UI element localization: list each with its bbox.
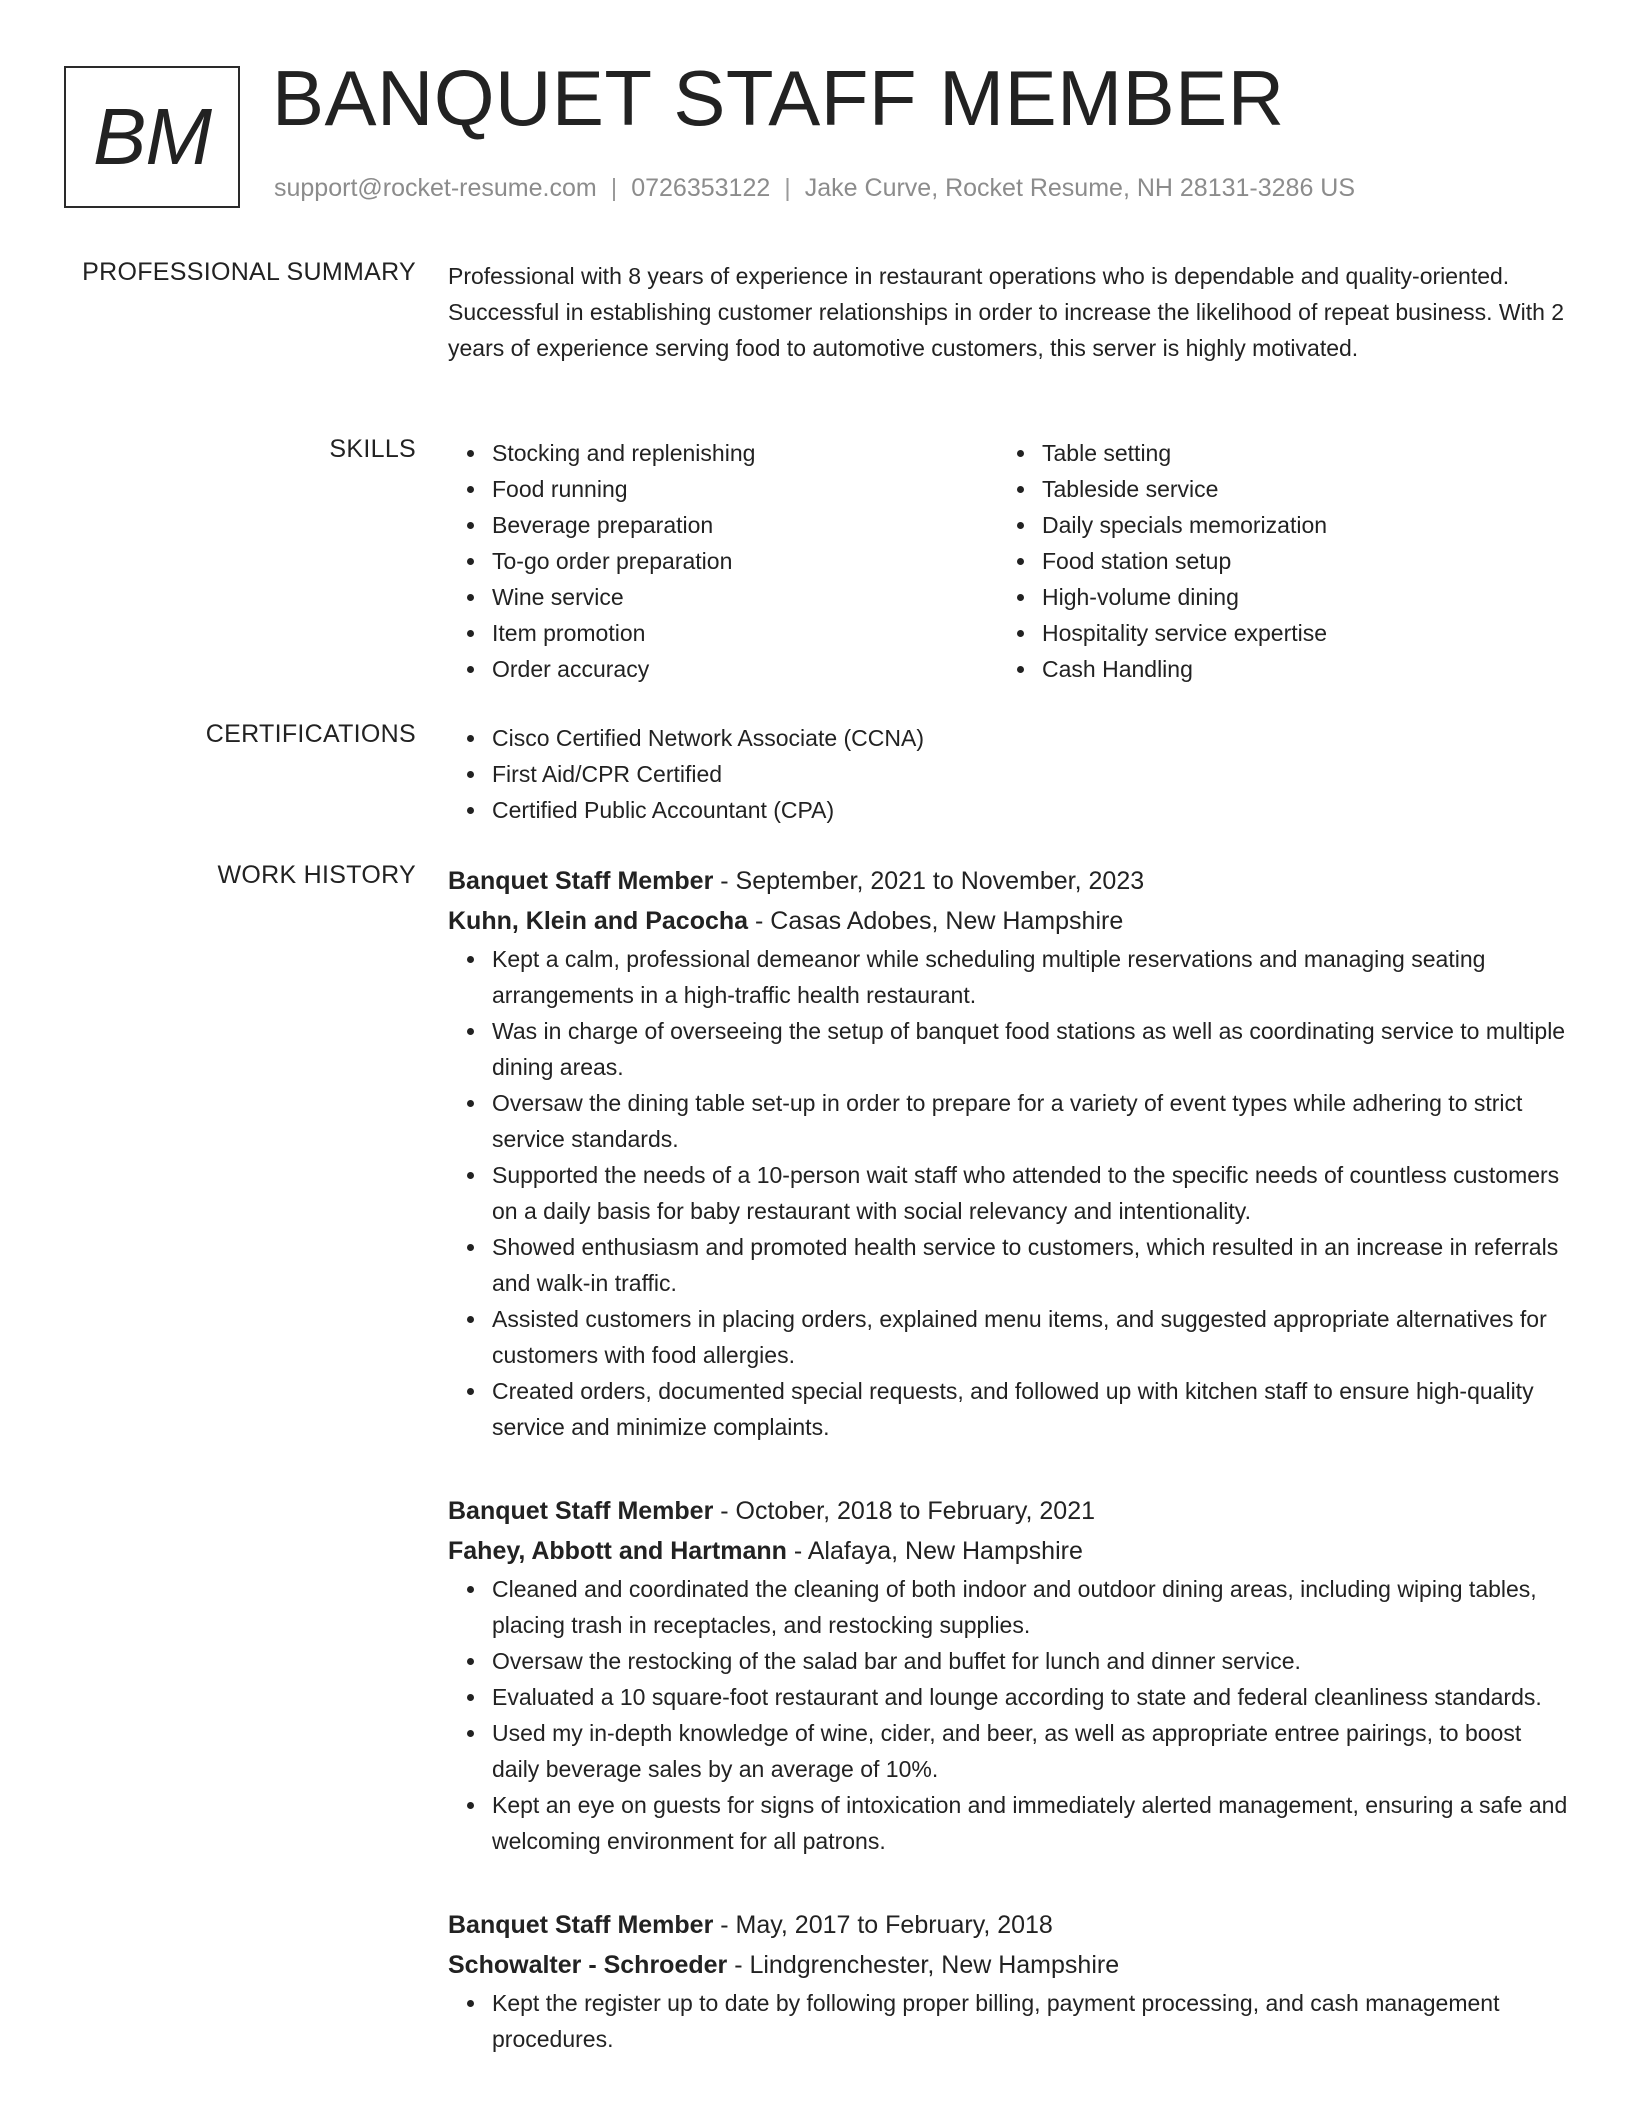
job-bullet: Kept an eye on guests for signs of intoxication and immediately alerted management, ensuring a safe and welcoming environment for all patrons. xyxy=(492,1787,1568,1859)
job-bullet: Cleaned and coordinated the cleaning of both indoor and outdoor dining areas, including wiping tables, placing trash in receptacles, and restocking supplies. xyxy=(492,1571,1568,1643)
job-title-line xyxy=(448,1491,1568,1531)
job-bullet: Kept the register up to date by following proper billing, payment processing, and cash management procedures. xyxy=(492,1985,1568,2057)
job-dates: - October, 2018 to February, 2021 xyxy=(713,1497,1096,1525)
skill-item: Beverage preparation xyxy=(492,507,998,543)
skill-item: Cash Handling xyxy=(1042,651,1548,687)
job-bullet: Oversaw the restocking of the salad bar and buffet for lunch and dinner service. xyxy=(492,1643,1568,1679)
job-company-line xyxy=(448,1945,1568,1985)
contact-email[interactable]: support@rocket-resume.com xyxy=(274,174,597,202)
job-bullet-list xyxy=(448,1571,1568,1859)
job-title-line xyxy=(448,861,1568,901)
skills-column-left xyxy=(448,435,998,687)
job-entry xyxy=(448,861,1568,1445)
job-dates: - May, 2017 to February, 2018 xyxy=(713,1911,1053,1939)
section-label-summary: PROFESSIONAL SUMMARY xyxy=(82,258,416,286)
job-title-line xyxy=(448,1905,1568,1945)
job-bullet-list xyxy=(448,1985,1568,2057)
job-bullet: Created orders, documented special requests, and followed up with kitchen staff to ensure high-quality service and minimize complaints. xyxy=(492,1373,1568,1445)
job-bullet: Kept a calm, professional demeanor while scheduling multiple reservations and managing seating arrangements in a high-traffic health restaurant. xyxy=(492,941,1568,1013)
summary-body xyxy=(448,258,1568,366)
skills-column-right xyxy=(998,435,1548,687)
skill-item: Table setting xyxy=(1042,435,1548,471)
skill-item: High-volume dining xyxy=(1042,579,1548,615)
work-history-body xyxy=(448,861,1568,2103)
skill-item: Food station setup xyxy=(1042,543,1548,579)
section-label-skills: SKILLS xyxy=(329,435,416,463)
job-company: Schowalter - Schroeder xyxy=(448,1951,728,1979)
job-entry xyxy=(448,1905,1568,2057)
skill-item: Hospitality service expertise xyxy=(1042,615,1548,651)
page-title: BANQUET STAFF MEMBER xyxy=(272,54,1285,142)
job-bullet: Showed enthusiasm and promoted health service to customers, which resulted in an increase in referrals and walk-in traffic. xyxy=(492,1229,1568,1301)
job-bullet: Used my in-depth knowledge of wine, cider, and beer, as well as appropriate entree pairings, to boost daily beverage sales by an average of 10%. xyxy=(492,1715,1568,1787)
job-company: Kuhn, Klein and Pacocha xyxy=(448,907,749,935)
contact-separator: | xyxy=(784,174,791,202)
job-company-line xyxy=(448,1531,1568,1571)
job-bullet: Oversaw the dining table set-up in order to prepare for a variety of event types while adhering to strict service standards. xyxy=(492,1085,1568,1157)
monogram-logo: BM xyxy=(64,66,240,208)
skill-item: Stocking and replenishing xyxy=(492,435,998,471)
job-bullet: Evaluated a 10 square-foot restaurant and lounge according to state and federal cleanliness standards. xyxy=(492,1679,1568,1715)
contact-address: Jake Curve, Rocket Resume, NH 28131-3286 US xyxy=(804,174,1356,202)
certification-item: Cisco Certified Network Associate (CCNA) xyxy=(492,720,1568,756)
job-title: Banquet Staff Member xyxy=(448,1497,714,1525)
job-location: - Alafaya, New Hampshire xyxy=(786,1537,1083,1565)
certifications-body xyxy=(448,720,1568,828)
job-location: - Lindgrenchester, New Hampshire xyxy=(727,1951,1120,1979)
skill-item: Wine service xyxy=(492,579,998,615)
job-bullet: Supported the needs of a 10-person wait staff who attended to the specific needs of countless customers on a daily basis for baby restaurant with social relevancy and intentionality. xyxy=(492,1157,1568,1229)
section-label-certifications: CERTIFICATIONS xyxy=(205,720,416,748)
job-entry xyxy=(448,1491,1568,1859)
job-location: - Casas Adobes, New Hampshire xyxy=(748,907,1124,935)
job-title: Banquet Staff Member xyxy=(448,867,714,895)
certification-item: Certified Public Accountant (CPA) xyxy=(492,792,1568,828)
job-bullet: Assisted customers in placing orders, explained menu items, and suggested appropriate alternatives for customers with food allergies. xyxy=(492,1301,1568,1373)
job-bullet: Was in charge of overseeing the setup of banquet food stations as well as coordinating service to multiple dining areas. xyxy=(492,1013,1568,1085)
job-dates: - September, 2021 to November, 2023 xyxy=(713,867,1145,895)
job-company: Fahey, Abbott and Hartmann xyxy=(448,1537,787,1565)
skill-item: Food running xyxy=(492,471,998,507)
contact-phone[interactable]: 0726353122 xyxy=(631,174,771,202)
skill-item: Tableside service xyxy=(1042,471,1548,507)
job-bullet-list xyxy=(448,941,1568,1445)
skill-item: Daily specials memorization xyxy=(1042,507,1548,543)
skill-item: Order accuracy xyxy=(492,651,998,687)
skills-body xyxy=(448,435,1568,687)
skill-item: To-go order preparation xyxy=(492,543,998,579)
job-company-line xyxy=(448,901,1568,941)
section-label-work-history: WORK HISTORY xyxy=(217,861,416,889)
contact-line xyxy=(274,174,1355,203)
certification-item: First Aid/CPR Certified xyxy=(492,756,1568,792)
job-title: Banquet Staff Member xyxy=(448,1911,714,1939)
skill-item: Item promotion xyxy=(492,615,998,651)
summary-text: Professional with 8 years of experience in restaurant operations who is dependable and quality-oriented. Successful in establishing customer relationships in order to increase the likelihood of repeat business. With 2 years of experience serving food to automotive customers, this server is highly motivated. xyxy=(448,263,1565,361)
contact-separator: | xyxy=(610,174,618,202)
